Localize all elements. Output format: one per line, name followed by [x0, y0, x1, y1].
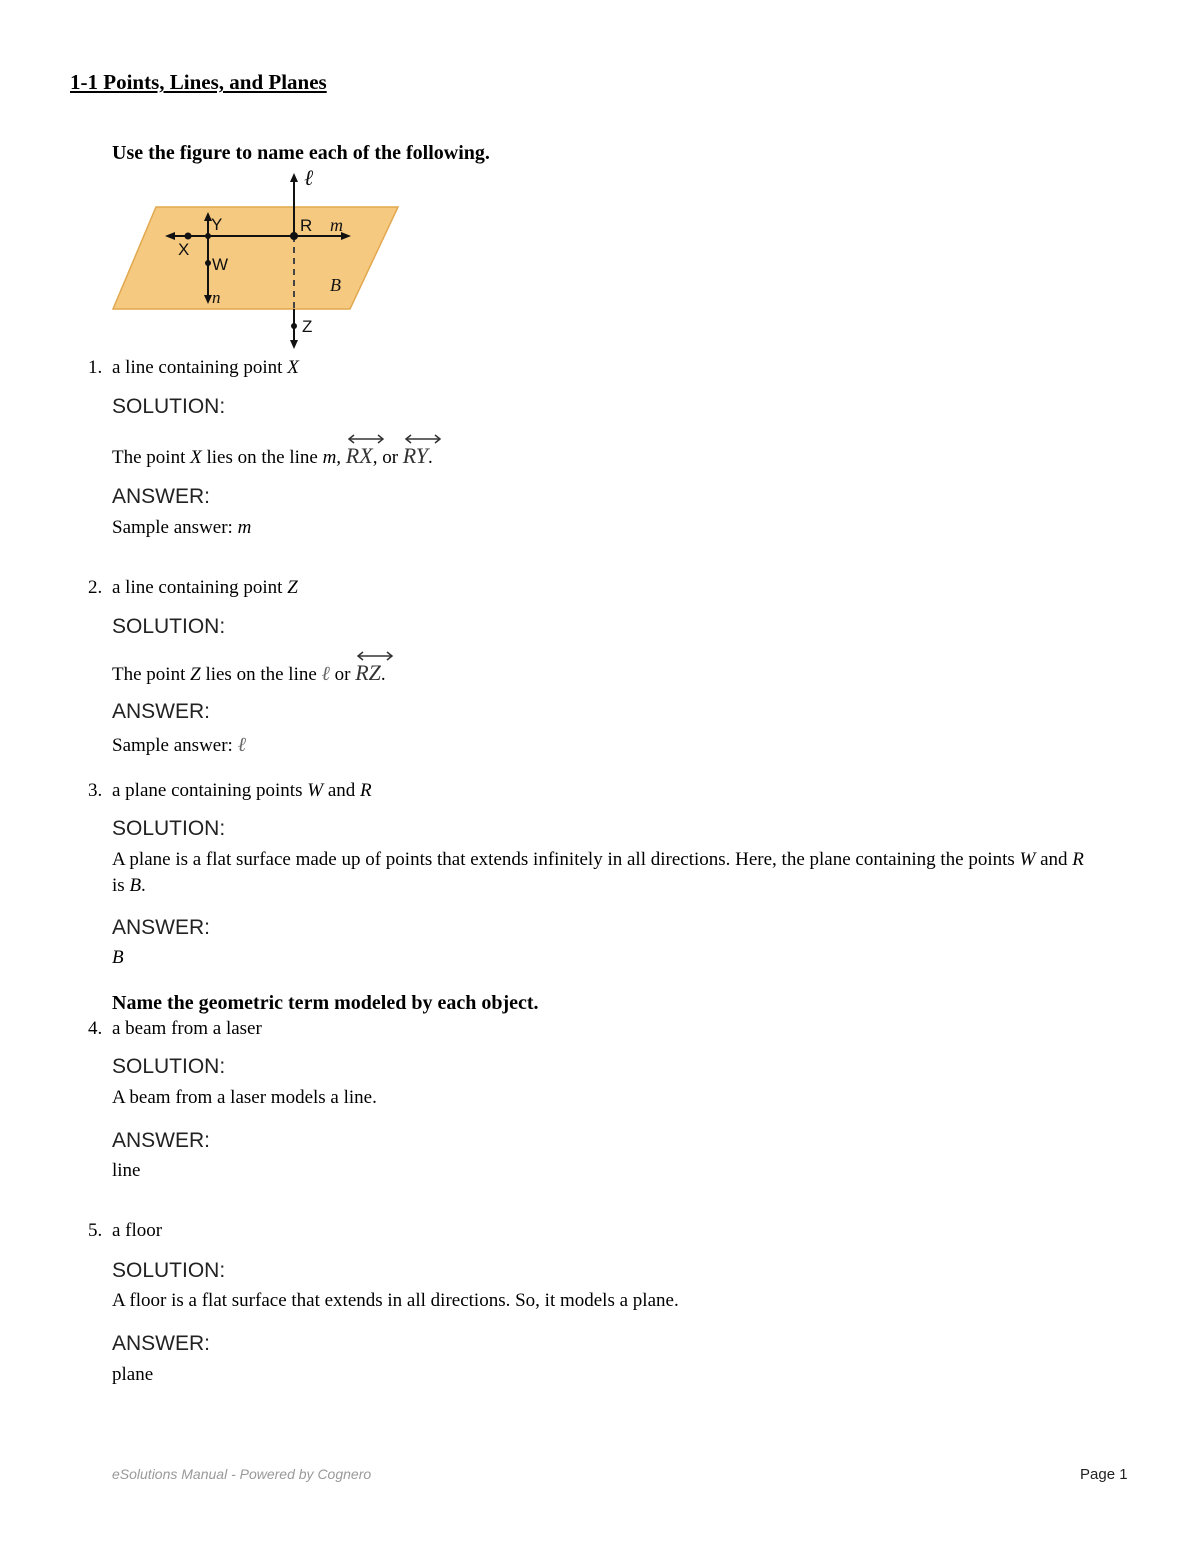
solution-text: A floor is a flat surface that extends in all directions. So, it models a plane.	[112, 1290, 679, 1311]
line-rx-notation: RX	[346, 437, 373, 469]
solution-label: SOLUTION:	[112, 1055, 226, 1078]
solution-label: SOLUTION:	[112, 615, 226, 638]
label-m: m	[330, 215, 343, 235]
solution-text: A plane is a flat surface made up of points that extends infinitely in all directions. Here, the plane containing the points W and R is B.	[112, 849, 1084, 896]
answer-text: plane	[112, 1364, 154, 1385]
solution-label: SOLUTION:	[112, 395, 226, 418]
label-r: R	[300, 216, 313, 235]
label-n: n	[212, 288, 221, 307]
question-prompt: a plane containing points W and R	[112, 780, 372, 801]
answer-label: ANSWER:	[112, 700, 211, 723]
question-number: 5.	[88, 1220, 103, 1241]
label-y: Y	[211, 215, 223, 234]
point-w	[205, 260, 211, 266]
answer-text: Sample answer: ℓ	[112, 734, 246, 756]
point-r	[290, 232, 298, 240]
label-l: ℓ	[304, 165, 314, 190]
solution-label: SOLUTION:	[112, 817, 226, 840]
question-prompt: a beam from a laser	[112, 1018, 262, 1039]
page-number: Page 1	[1080, 1466, 1128, 1483]
answer-label: ANSWER:	[112, 485, 211, 508]
answer-text: line	[112, 1160, 141, 1181]
answer-label: ANSWER:	[112, 1332, 211, 1355]
solution-label: SOLUTION:	[112, 1259, 226, 1282]
question-number: 4.	[88, 1018, 103, 1039]
point-z	[291, 323, 297, 329]
answer-label: ANSWER:	[112, 916, 211, 939]
points-lines-planes-figure	[108, 165, 408, 355]
label-b: B	[330, 275, 341, 295]
line-rz-notation: RZ	[355, 654, 381, 686]
question-prompt: a floor	[112, 1220, 163, 1241]
label-z: Z	[302, 317, 313, 336]
line-ry-notation: RY	[403, 437, 428, 469]
answer-label: ANSWER:	[112, 1129, 211, 1152]
question-prompt: a line containing point Z	[112, 577, 298, 598]
answer-text: B	[112, 947, 124, 968]
question-number: 2.	[88, 577, 103, 598]
label-x: X	[178, 240, 190, 259]
section-instruction: Name the geometric term modeled by each object.	[112, 992, 539, 1014]
section-instruction: Use the figure to name each of the following.	[112, 142, 490, 164]
answer-text: Sample answer: m	[112, 517, 252, 538]
page-title: 1-1 Points, Lines, and Planes	[70, 70, 327, 94]
label-w: W	[212, 255, 229, 274]
question-number: 3.	[88, 780, 103, 801]
point-x	[185, 233, 192, 240]
solution-text: The point Z lies on the line ℓ or RZ.	[112, 654, 386, 686]
question-number: 1.	[88, 357, 103, 378]
question-prompt: a line containing point X	[112, 357, 299, 378]
solution-text: The point X lies on the line m, RX, or RY.	[112, 437, 433, 469]
plane-b-shape	[113, 207, 398, 309]
solution-text: A beam from a laser models a line.	[112, 1087, 377, 1108]
footer-credit: eSolutions Manual - Powered by Cognero	[112, 1466, 372, 1482]
